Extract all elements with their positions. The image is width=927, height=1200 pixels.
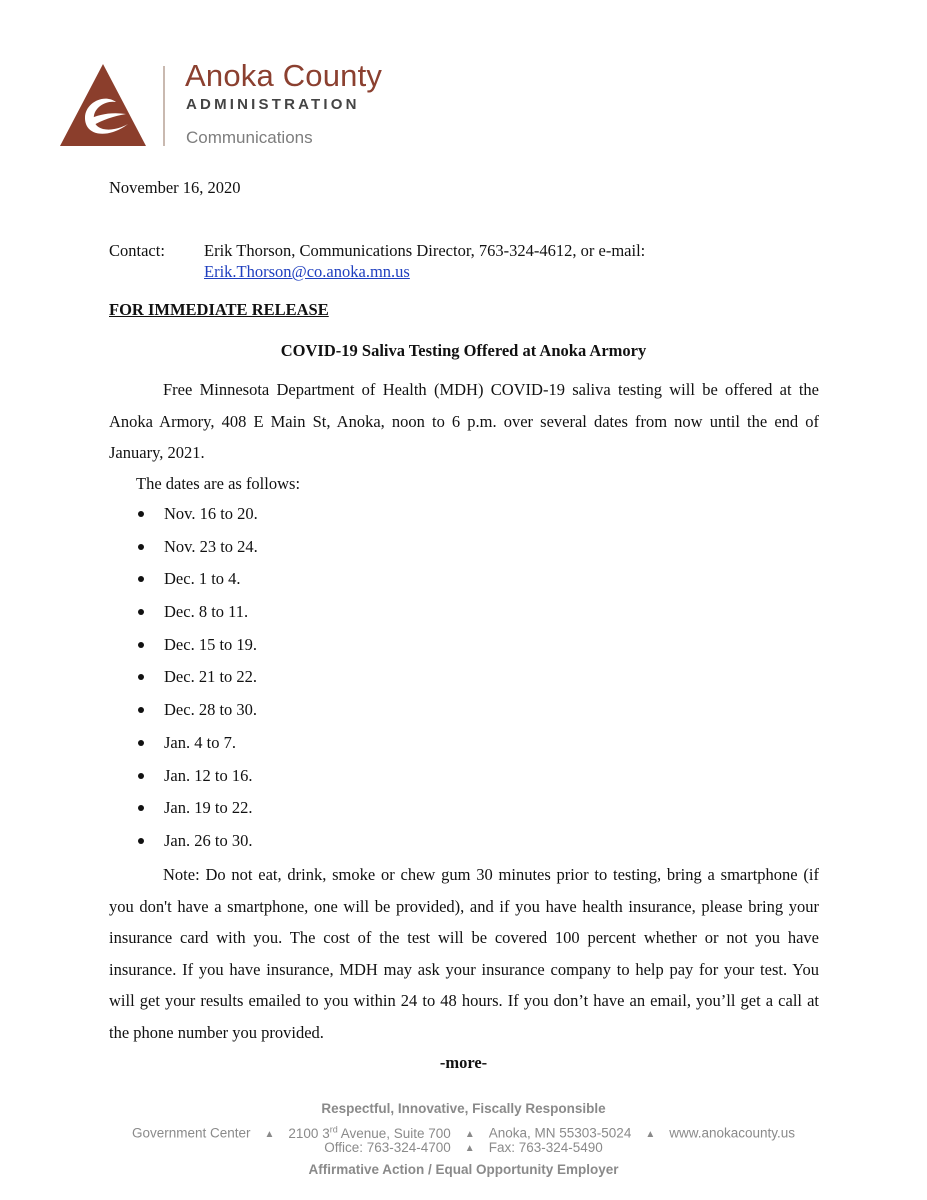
org-subtitle: ADMINISTRATION xyxy=(186,96,360,113)
bullet-icon xyxy=(138,838,144,844)
more-marker: -more- xyxy=(439,1053,488,1072)
bullet-icon xyxy=(138,609,144,615)
bullet-icon xyxy=(138,576,144,582)
list-item xyxy=(136,699,258,732)
date-range: Jan. 19 to 22. xyxy=(164,798,253,818)
release-type: FOR IMMEDIATE RELEASE xyxy=(109,300,329,319)
date-range: Dec. 8 to 11. xyxy=(164,602,249,622)
date-range: Nov. 23 to 24. xyxy=(164,536,258,556)
date-range: Dec. 1 to 4. xyxy=(164,569,241,589)
footer-street: 2100 3rd Avenue, Suite 700 xyxy=(288,1124,451,1141)
org-name: Anoka County xyxy=(185,58,383,93)
date-range: Nov. 16 to 20. xyxy=(164,504,258,523)
date-range: Dec. 21 to 22. xyxy=(164,667,258,687)
letterhead-divider xyxy=(163,66,165,146)
list-item xyxy=(136,568,258,601)
bullet-icon xyxy=(138,544,144,550)
bullet-icon xyxy=(138,805,144,811)
bullet-icon xyxy=(138,773,144,779)
bullet-icon xyxy=(138,642,144,648)
footer-website-link[interactable]: www.anokacounty.us xyxy=(669,1125,796,1141)
release-date: November 16, 2020 xyxy=(109,178,241,197)
note-paragraph: Note: Do not eat, drink, smoke or chew gum 30 minutes prior to testing, bring a smartphone (if you don't have a smartphone, one will be provided), and if you have health insurance, please bring your insurance card with you. The cost of the test will be covered 100 percent whether or not you have insurance. If you have insurance, MDH may ask your insurance company to help pay for your test. You will get your results emailed to you within 24 to 48 hours. If you don’t have an email, you’ll get a call at the phone number you provided. xyxy=(109,865,819,1042)
triangle-icon: ▲ xyxy=(464,1143,475,1154)
list-item xyxy=(136,601,258,634)
list-item xyxy=(136,797,258,830)
contact-email-link[interactable]: Erik.Thorson@co.anoka.mn.us xyxy=(204,262,410,281)
list-item xyxy=(136,634,258,667)
footer-fax: Fax: 763-324-5490 xyxy=(488,1140,603,1155)
list-item xyxy=(136,536,258,569)
footer-city: Anoka, MN 55303-5024 xyxy=(488,1125,632,1141)
dates-intro: The dates are as follows: xyxy=(136,474,301,493)
bullet-icon xyxy=(138,674,144,680)
list-item xyxy=(136,666,258,699)
list-item xyxy=(136,732,258,765)
footer-phones xyxy=(0,1140,927,1155)
triangle-icon: ▲ xyxy=(464,1128,475,1140)
triangle-icon: ▲ xyxy=(645,1128,656,1140)
date-range: Jan. 26 to 30. xyxy=(164,830,253,850)
list-item xyxy=(136,830,258,863)
footer-office-phone: Office: 763-324-4700 xyxy=(324,1140,451,1155)
date-range: Jan. 4 to 7. xyxy=(164,732,236,752)
contact-label: Contact: xyxy=(109,241,165,260)
bullet-icon xyxy=(138,707,144,713)
intro-paragraph: Free Minnesota Department of Health (MDH) COVID-19 saliva testing will be offered at the Anoka Armory, 408 E Main St, Anoka, noon to 6 p.m. over several dates from now until the end of January, 2021. xyxy=(109,380,819,462)
date-range: Dec. 15 to 19. xyxy=(164,634,258,654)
bullet-icon xyxy=(138,511,144,517)
footer-eoe-statement: Affirmative Action / Equal Opportunity Employer xyxy=(308,1162,619,1177)
contact-text: Erik Thorson, Communications Director, 763-324-4612, or e-mail: xyxy=(204,241,646,260)
list-item xyxy=(136,503,258,536)
footer-address xyxy=(0,1124,927,1141)
bullet-icon xyxy=(138,740,144,746)
list-item xyxy=(136,765,258,798)
footer-tagline: Respectful, Innovative, Fiscally Responsible xyxy=(321,1101,606,1116)
dates-list xyxy=(136,503,258,863)
date-range: Dec. 28 to 30. xyxy=(164,700,258,720)
department-name: Communications xyxy=(186,128,313,147)
headline: COVID-19 Saliva Testing Offered at Anoka Armory xyxy=(280,341,647,360)
footer-building: Government Center xyxy=(131,1125,251,1141)
triangle-icon: ▲ xyxy=(264,1128,275,1140)
date-range: Jan. 12 to 16. xyxy=(164,765,253,785)
anoka-county-logo xyxy=(58,62,148,148)
